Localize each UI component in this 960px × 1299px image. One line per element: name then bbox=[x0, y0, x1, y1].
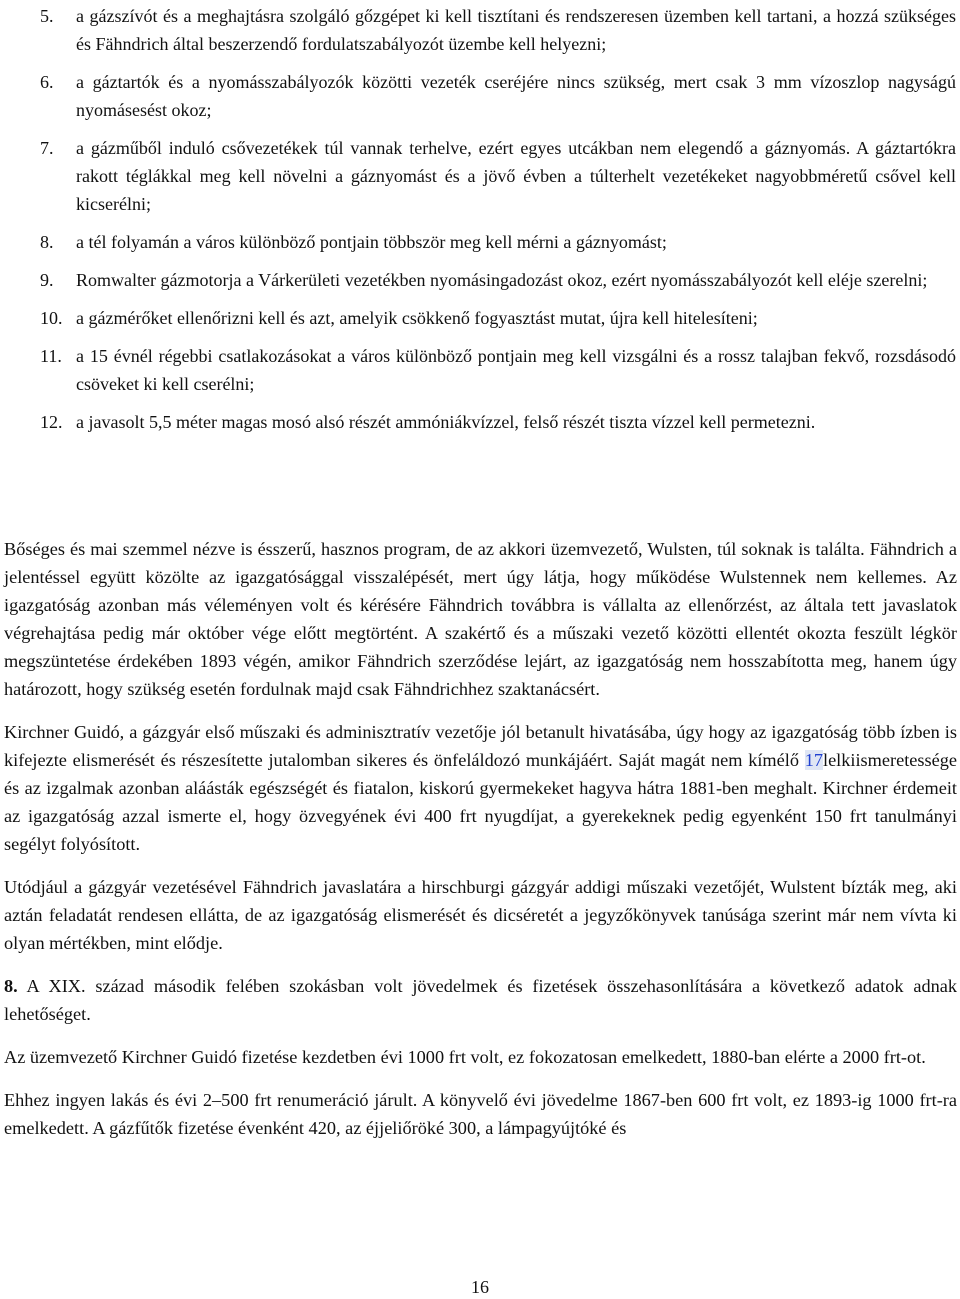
paragraph-text: lelkiismeretessége és az izgalmak azonban aláásták egészségét és fiatalon, kiskorú gyermekeket hagyva hátra 1881-ben meghalt. Kirchner érdemeit az igazgatóság azzal ismerte el, hogy özvegyének évi 400 frt nyugdíjat, a gyerekeknek pedig egyenként 150 frt tanulmányi segélyt folyósított. bbox=[4, 750, 957, 854]
list-item-number: 10. bbox=[40, 308, 63, 328]
list-item-text: a gázműből induló csővezetékek túl vannak terhelve, ezért egyes utcákban nem elegendő a gáznyomás. A gáztartókra rakott téglákkal meg kell növelni a gáznyomást és a jövő évben a túlterhelt vezetékeket nagyobbméretű csővel kell kicserélni; bbox=[76, 138, 956, 214]
list-item bbox=[0, 342, 958, 398]
list-item bbox=[0, 134, 958, 218]
list-item-text: a gázmérőket ellenőrizni kell és azt, amelyik csökkenő fogyasztást mutat, újra kell hitelesíteni; bbox=[76, 308, 758, 328]
list-item-text: a 15 évnél régebbi csatlakozásokat a város különböző pontjain meg kell vizsgálni és a rossz talajban fekvő, rozsdásodó csöveket ki kell cserélni; bbox=[76, 346, 956, 394]
recommendation-list bbox=[0, 2, 958, 446]
list-item-number: 11. bbox=[40, 346, 62, 366]
footnote-link[interactable]: 17 bbox=[804, 750, 823, 770]
list-item-number: 12. bbox=[40, 412, 63, 432]
page-number: 16 bbox=[471, 1277, 489, 1297]
list-item-number: 5. bbox=[40, 6, 54, 26]
list-item-text: a tél folyamán a város különböző pontjain többször meg kell mérni a gáznyomást; bbox=[76, 232, 667, 252]
list-item-number: 6. bbox=[40, 72, 54, 92]
paragraph: Ehhez ingyen lakás és évi 2–500 frt renumeráció járult. A könyvelő évi jövedelme 1867-ben 600 frt volt, ez 1893-ig 1000 frt-ra emelkedett. A gázfűtők fizetése évenként 420, az éjjeliőröké 300, a lámpagyújtóké és bbox=[4, 1090, 957, 1138]
section-number: 8. bbox=[4, 976, 18, 996]
list-item bbox=[0, 408, 958, 436]
paragraph-text: Kirchner Guidó, a gázgyár első műszaki és adminisztratív vezetője jól betanult hivatásába, úgy hogy az igazgatóság több ízben is kifejezte elismerését és részesítette jutalomban sikeres és önfeláldozó munkájáért. Saját magát nem kímélő bbox=[4, 722, 957, 770]
list-item-text: a gáztartók és a nyomásszabályozók közötti vezeték cseréjére nincs szükség, mert csak 3 mm vízoszlop nagyságú nyomásesést okoz; bbox=[76, 72, 956, 120]
paragraph bbox=[3, 718, 958, 858]
list-item-number: 9. bbox=[40, 270, 54, 290]
list-item bbox=[0, 304, 958, 332]
body-text bbox=[3, 535, 958, 1142]
list-item-text: a gázszívót és a meghajtásra szolgáló gőzgépet ki kell tisztítani és rendszeresen üzemben kell tartani, a hozzá szükséges és Fähndrich által beszerzendő fordulatszabályozót üzembe kell helyezni; bbox=[76, 6, 956, 54]
list-item-number: 7. bbox=[40, 138, 54, 158]
list-item bbox=[0, 68, 958, 124]
paragraph: Utódjául a gázgyár vezetésével Fähndrich javaslatára a hirschburgi gázgyár addigi műszaki vezetőjét, Wulstent bízták meg, aki aztán feladatát rendesen ellátta, de az igazgatóság elismerését és dicséretét a jegyzőkönyvek tanúsága szerint már nem vívta ki olyan mértékben, mint elődje. bbox=[4, 877, 957, 953]
list-item-text: Romwalter gázmotorja a Várkerületi vezetékben nyomásingadozást okoz, ezért nyomásszabályozót kell eléje szerelni; bbox=[76, 270, 928, 290]
paragraph-text: A XIX. század második felében szokásban volt jövedelmek és fizetések összehasonlítására a következő adatok adnak lehetőséget. bbox=[4, 976, 957, 1024]
paragraph: Az üzemvezető Kirchner Guidó fizetése kezdetben évi 1000 frt volt, ez fokozatosan emelkedett, 1880-ban elérte a 2000 frt-ot. bbox=[4, 1047, 926, 1067]
list-item bbox=[0, 266, 958, 294]
list-item-text: a javasolt 5,5 méter magas mosó alsó részét ammóniákvízzel, felső részét tiszta vízzel kell permetezni. bbox=[76, 412, 816, 432]
list-item bbox=[0, 228, 958, 256]
list-item bbox=[0, 2, 958, 58]
section-paragraph bbox=[3, 972, 958, 1028]
list-item-number: 8. bbox=[40, 232, 54, 252]
paragraph: Bőséges és mai szemmel nézve is ésszerű, hasznos program, de az akkori üzemvezető, Wulsten, túl soknak is találta. Fähndrich a jelentéssel együtt közölte az igazgatósággal visszalépését, mert úgy látja, hogy működése Wulstennek nem kellemes. Az igazgatóság azonban más véleményen volt és kérésére Fähndrich továbbra is vállalta az ellenőrzést, az általa tett javaslatok végrehajtása pedig már október vége előtt megtörtént. A szakértő és a műszaki vezető közötti ellentét okozta feszült légkör megszüntetése érdekében 1893 végén, amikor Fähndrich szerződése lejárt, az igazgatóság nem hosszabította meg, hanem úgy határozott, hogy szükség esetén fordulnak majd csak Fähndrichhez szaktanácsért. bbox=[4, 539, 957, 699]
